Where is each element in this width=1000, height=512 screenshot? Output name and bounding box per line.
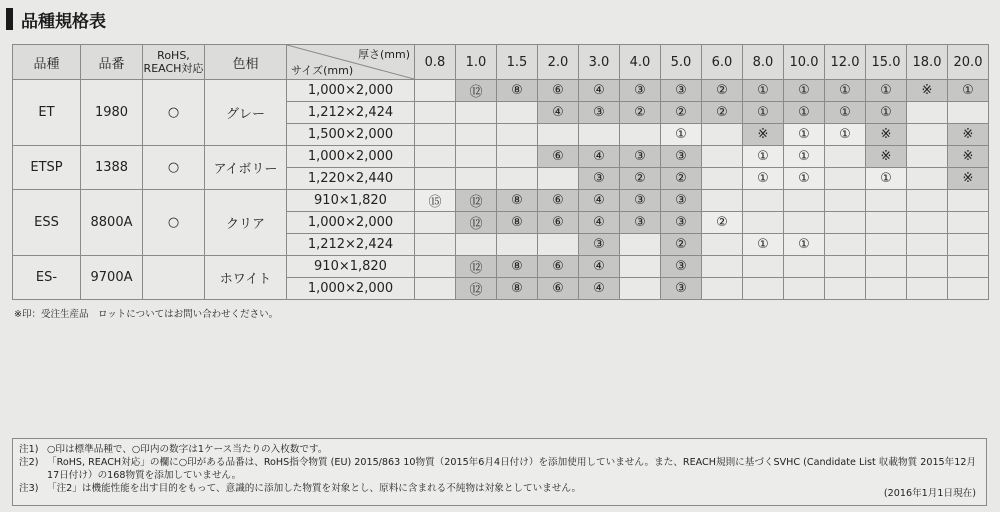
number-cell: 8800A: [81, 190, 143, 256]
quantity-cell: ⑧: [497, 190, 538, 212]
quantity-cell: ⑫: [456, 256, 497, 278]
quantity-cell: ⑫: [456, 80, 497, 102]
quantity-cell: ③: [579, 234, 620, 256]
rohs-cell: [143, 256, 205, 300]
quantity-cell: ※: [743, 124, 784, 146]
quantity-cell: [620, 256, 661, 278]
quantity-cell: ③: [579, 102, 620, 124]
quantity-cell: [743, 190, 784, 212]
quantity-cell: [866, 234, 907, 256]
quantity-cell: ③: [661, 146, 702, 168]
quantity-cell: ③: [620, 212, 661, 234]
quantity-cell: [620, 124, 661, 146]
quantity-cell: ④: [579, 80, 620, 102]
size-cell: 1,000×2,000: [287, 278, 415, 300]
quantity-cell: ②: [620, 168, 661, 190]
quantity-cell: ①: [743, 146, 784, 168]
quantity-cell: ③: [620, 146, 661, 168]
quantity-cell: ①: [866, 168, 907, 190]
quantity-cell: ③: [620, 80, 661, 102]
quantity-cell: [907, 278, 948, 300]
quantity-cell: ※: [866, 146, 907, 168]
quantity-cell: ①: [784, 102, 825, 124]
quantity-cell: ③: [620, 190, 661, 212]
quantity-cell: [497, 168, 538, 190]
header-thickness-value: 0.8: [415, 45, 456, 80]
quantity-cell: [907, 256, 948, 278]
header-color: 色相: [205, 45, 287, 80]
header-thickness-value: 15.0: [866, 45, 907, 80]
header-product: 品種: [13, 45, 81, 80]
table-row: [13, 256, 989, 278]
header-size-label: サイズ(mm): [291, 64, 354, 77]
quantity-cell: ⑫: [456, 212, 497, 234]
quantity-cell: ②: [661, 168, 702, 190]
quantity-cell: ※: [948, 124, 989, 146]
quantity-cell: ④: [579, 256, 620, 278]
quantity-cell: ※: [948, 168, 989, 190]
quantity-cell: ②: [661, 102, 702, 124]
note-text: 「RoHS, REACH対応」の欄に○印がある品番は、RoHS指令物質 (EU) 2015/863 10物質（2015年6月4日付け）を添加使用していません。また、REACH規則に基づくSVHC (Candidate List 収載物質 2015年12月17日付け）の168物質を添加していません。: [47, 457, 977, 481]
note-label: 注1): [19, 444, 39, 455]
header-thickness-value: 8.0: [743, 45, 784, 80]
table-header-row: [13, 45, 989, 80]
quantity-cell: [702, 256, 743, 278]
color-cell: クリア: [205, 190, 287, 256]
header-thickness-value: 3.0: [579, 45, 620, 80]
quantity-cell: [907, 124, 948, 146]
quantity-cell: ⑥: [538, 80, 579, 102]
quantity-cell: [825, 212, 866, 234]
quantity-cell: ③: [661, 212, 702, 234]
quantity-cell: [866, 278, 907, 300]
quantity-cell: [866, 256, 907, 278]
quantity-cell: [538, 124, 579, 146]
title-text: 品種規格表: [21, 11, 106, 32]
quantity-cell: [415, 102, 456, 124]
quantity-cell: ①: [743, 168, 784, 190]
quantity-cell: [866, 212, 907, 234]
quantity-cell: [825, 168, 866, 190]
quantity-cell: [784, 278, 825, 300]
quantity-cell: ③: [661, 80, 702, 102]
quantity-cell: [948, 190, 989, 212]
note-item: [19, 443, 980, 456]
quantity-cell: [415, 212, 456, 234]
quantity-cell: [702, 168, 743, 190]
header-thickness-value: 10.0: [784, 45, 825, 80]
spec-table: [12, 44, 989, 300]
quantity-cell: [702, 146, 743, 168]
quantity-cell: [907, 146, 948, 168]
header-thickness-label: 厚さ(mm): [357, 48, 410, 61]
size-cell: 1,212×2,424: [287, 102, 415, 124]
header-thickness-value: 4.0: [620, 45, 661, 80]
note-label: 注3): [19, 483, 39, 494]
quantity-cell: [948, 212, 989, 234]
quantity-cell: ①: [784, 80, 825, 102]
quantity-cell: [948, 234, 989, 256]
header-thickness-size: [287, 45, 415, 80]
quantity-cell: ※: [907, 80, 948, 102]
quantity-cell: ②: [620, 102, 661, 124]
quantity-cell: [948, 278, 989, 300]
quantity-cell: [784, 256, 825, 278]
quantity-cell: [415, 234, 456, 256]
quantity-cell: ①: [948, 80, 989, 102]
quantity-cell: [538, 234, 579, 256]
quantity-cell: ⑧: [497, 278, 538, 300]
quantity-cell: ④: [579, 278, 620, 300]
page-title: [6, 6, 106, 32]
header-rohs-line1: RoHS,: [157, 49, 190, 62]
rohs-cell: ○: [143, 146, 205, 190]
quantity-cell: ④: [579, 212, 620, 234]
quantity-cell: ※: [866, 124, 907, 146]
quantity-cell: [415, 168, 456, 190]
quantity-cell: [784, 190, 825, 212]
quantity-cell: ①: [784, 146, 825, 168]
size-cell: 1,212×2,424: [287, 234, 415, 256]
quantity-cell: ②: [702, 102, 743, 124]
color-cell: アイボリー: [205, 146, 287, 190]
header-thickness-value: 6.0: [702, 45, 743, 80]
quantity-cell: ①: [825, 102, 866, 124]
size-cell: 1,220×2,440: [287, 168, 415, 190]
quantity-cell: [743, 256, 784, 278]
header-rohs: [143, 45, 205, 80]
quantity-cell: ⑧: [497, 256, 538, 278]
size-cell: 1,500×2,000: [287, 124, 415, 146]
size-cell: 910×1,820: [287, 190, 415, 212]
quantity-cell: ①: [784, 234, 825, 256]
quantity-cell: ⑥: [538, 212, 579, 234]
quantity-cell: ①: [743, 102, 784, 124]
header-rohs-line2: REACH対応: [143, 62, 204, 75]
quantity-cell: ③: [661, 256, 702, 278]
quantity-cell: ⑧: [497, 80, 538, 102]
note-text: ○印は標準品種で、○印内の数字は1ケース当たりの入枚数です。: [47, 444, 328, 455]
quantity-cell: [825, 256, 866, 278]
product-cell: ETSP: [13, 146, 81, 190]
number-cell: 1388: [81, 146, 143, 190]
quantity-cell: ③: [661, 278, 702, 300]
quantity-cell: [702, 278, 743, 300]
notes-box: [12, 438, 987, 506]
table-row: [13, 190, 989, 212]
quantity-cell: ⑫: [456, 278, 497, 300]
quantity-cell: ①: [743, 80, 784, 102]
quantity-cell: [456, 124, 497, 146]
quantity-cell: [456, 234, 497, 256]
quantity-cell: ⑥: [538, 146, 579, 168]
quantity-cell: ⑫: [456, 190, 497, 212]
product-cell: ESS: [13, 190, 81, 256]
quantity-cell: [907, 102, 948, 124]
table-row: [13, 80, 989, 102]
quantity-cell: [538, 168, 579, 190]
rohs-cell: ○: [143, 190, 205, 256]
quantity-cell: ⑮: [415, 190, 456, 212]
quantity-cell: [620, 278, 661, 300]
size-cell: 1,000×2,000: [287, 212, 415, 234]
header-thickness-value: 1.0: [456, 45, 497, 80]
quantity-cell: ①: [825, 80, 866, 102]
quantity-cell: ②: [702, 212, 743, 234]
quantity-cell: [456, 102, 497, 124]
quantity-cell: ※: [948, 146, 989, 168]
quantity-cell: [702, 190, 743, 212]
quantity-cell: ⑧: [497, 212, 538, 234]
rohs-cell: ○: [143, 80, 205, 146]
quantity-cell: ⑥: [538, 190, 579, 212]
quantity-cell: [579, 124, 620, 146]
quantity-cell: [948, 102, 989, 124]
size-cell: 910×1,820: [287, 256, 415, 278]
quantity-cell: ①: [784, 168, 825, 190]
product-cell: ET: [13, 80, 81, 146]
footnote: ※印：受注生産品 ロットについてはお問い合わせください。: [14, 309, 279, 320]
quantity-cell: [456, 146, 497, 168]
quantity-cell: ⑥: [538, 278, 579, 300]
note-item: [19, 482, 980, 495]
quantity-cell: [702, 124, 743, 146]
quantity-cell: ②: [702, 80, 743, 102]
quantity-cell: ⑥: [538, 256, 579, 278]
header-thickness-value: 1.5: [497, 45, 538, 80]
quantity-cell: ④: [538, 102, 579, 124]
quantity-cell: [620, 234, 661, 256]
header-thickness-value: 12.0: [825, 45, 866, 80]
note-text: 「注2」は機能性能を出す目的をもって、意識的に添加した物質を対象とし、原料に含まれる不純物は対象としていません。: [47, 483, 582, 494]
quantity-cell: [825, 146, 866, 168]
product-cell: ES-: [13, 256, 81, 300]
quantity-cell: [415, 256, 456, 278]
header-thickness-value: 20.0: [948, 45, 989, 80]
quantity-cell: [907, 190, 948, 212]
quantity-cell: [784, 212, 825, 234]
quantity-cell: ①: [825, 124, 866, 146]
quantity-cell: ①: [743, 234, 784, 256]
quantity-cell: ①: [661, 124, 702, 146]
size-cell: 1,000×2,000: [287, 80, 415, 102]
quantity-cell: [497, 146, 538, 168]
quantity-cell: [415, 80, 456, 102]
quantity-cell: [456, 168, 497, 190]
quantity-cell: [825, 278, 866, 300]
quantity-cell: [825, 190, 866, 212]
date-note: (2016年1月1日現在): [883, 488, 976, 499]
quantity-cell: ④: [579, 146, 620, 168]
quantity-cell: [907, 168, 948, 190]
table-row: [13, 146, 989, 168]
quantity-cell: ①: [866, 80, 907, 102]
quantity-cell: [497, 124, 538, 146]
header-thickness-value: 18.0: [907, 45, 948, 80]
color-cell: ホワイト: [205, 256, 287, 300]
quantity-cell: ②: [661, 234, 702, 256]
quantity-cell: [907, 234, 948, 256]
header-thickness-value: 2.0: [538, 45, 579, 80]
quantity-cell: [415, 124, 456, 146]
quantity-cell: ①: [866, 102, 907, 124]
quantity-cell: [497, 234, 538, 256]
quantity-cell: [415, 146, 456, 168]
quantity-cell: [866, 190, 907, 212]
quantity-cell: ④: [579, 190, 620, 212]
note-label: 注2): [19, 457, 39, 468]
header-thickness-value: 5.0: [661, 45, 702, 80]
quantity-cell: [702, 234, 743, 256]
quantity-cell: ①: [784, 124, 825, 146]
title-bar-marker: [6, 8, 13, 30]
quantity-cell: [743, 278, 784, 300]
quantity-cell: [825, 234, 866, 256]
quantity-cell: [907, 212, 948, 234]
header-number: 品番: [81, 45, 143, 80]
quantity-cell: ③: [661, 190, 702, 212]
quantity-cell: [948, 256, 989, 278]
note-item: [19, 456, 980, 482]
quantity-cell: [497, 102, 538, 124]
size-cell: 1,000×2,000: [287, 146, 415, 168]
quantity-cell: ③: [579, 168, 620, 190]
quantity-cell: [415, 278, 456, 300]
quantity-cell: [743, 212, 784, 234]
number-cell: 9700A: [81, 256, 143, 300]
color-cell: グレー: [205, 80, 287, 146]
number-cell: 1980: [81, 80, 143, 146]
